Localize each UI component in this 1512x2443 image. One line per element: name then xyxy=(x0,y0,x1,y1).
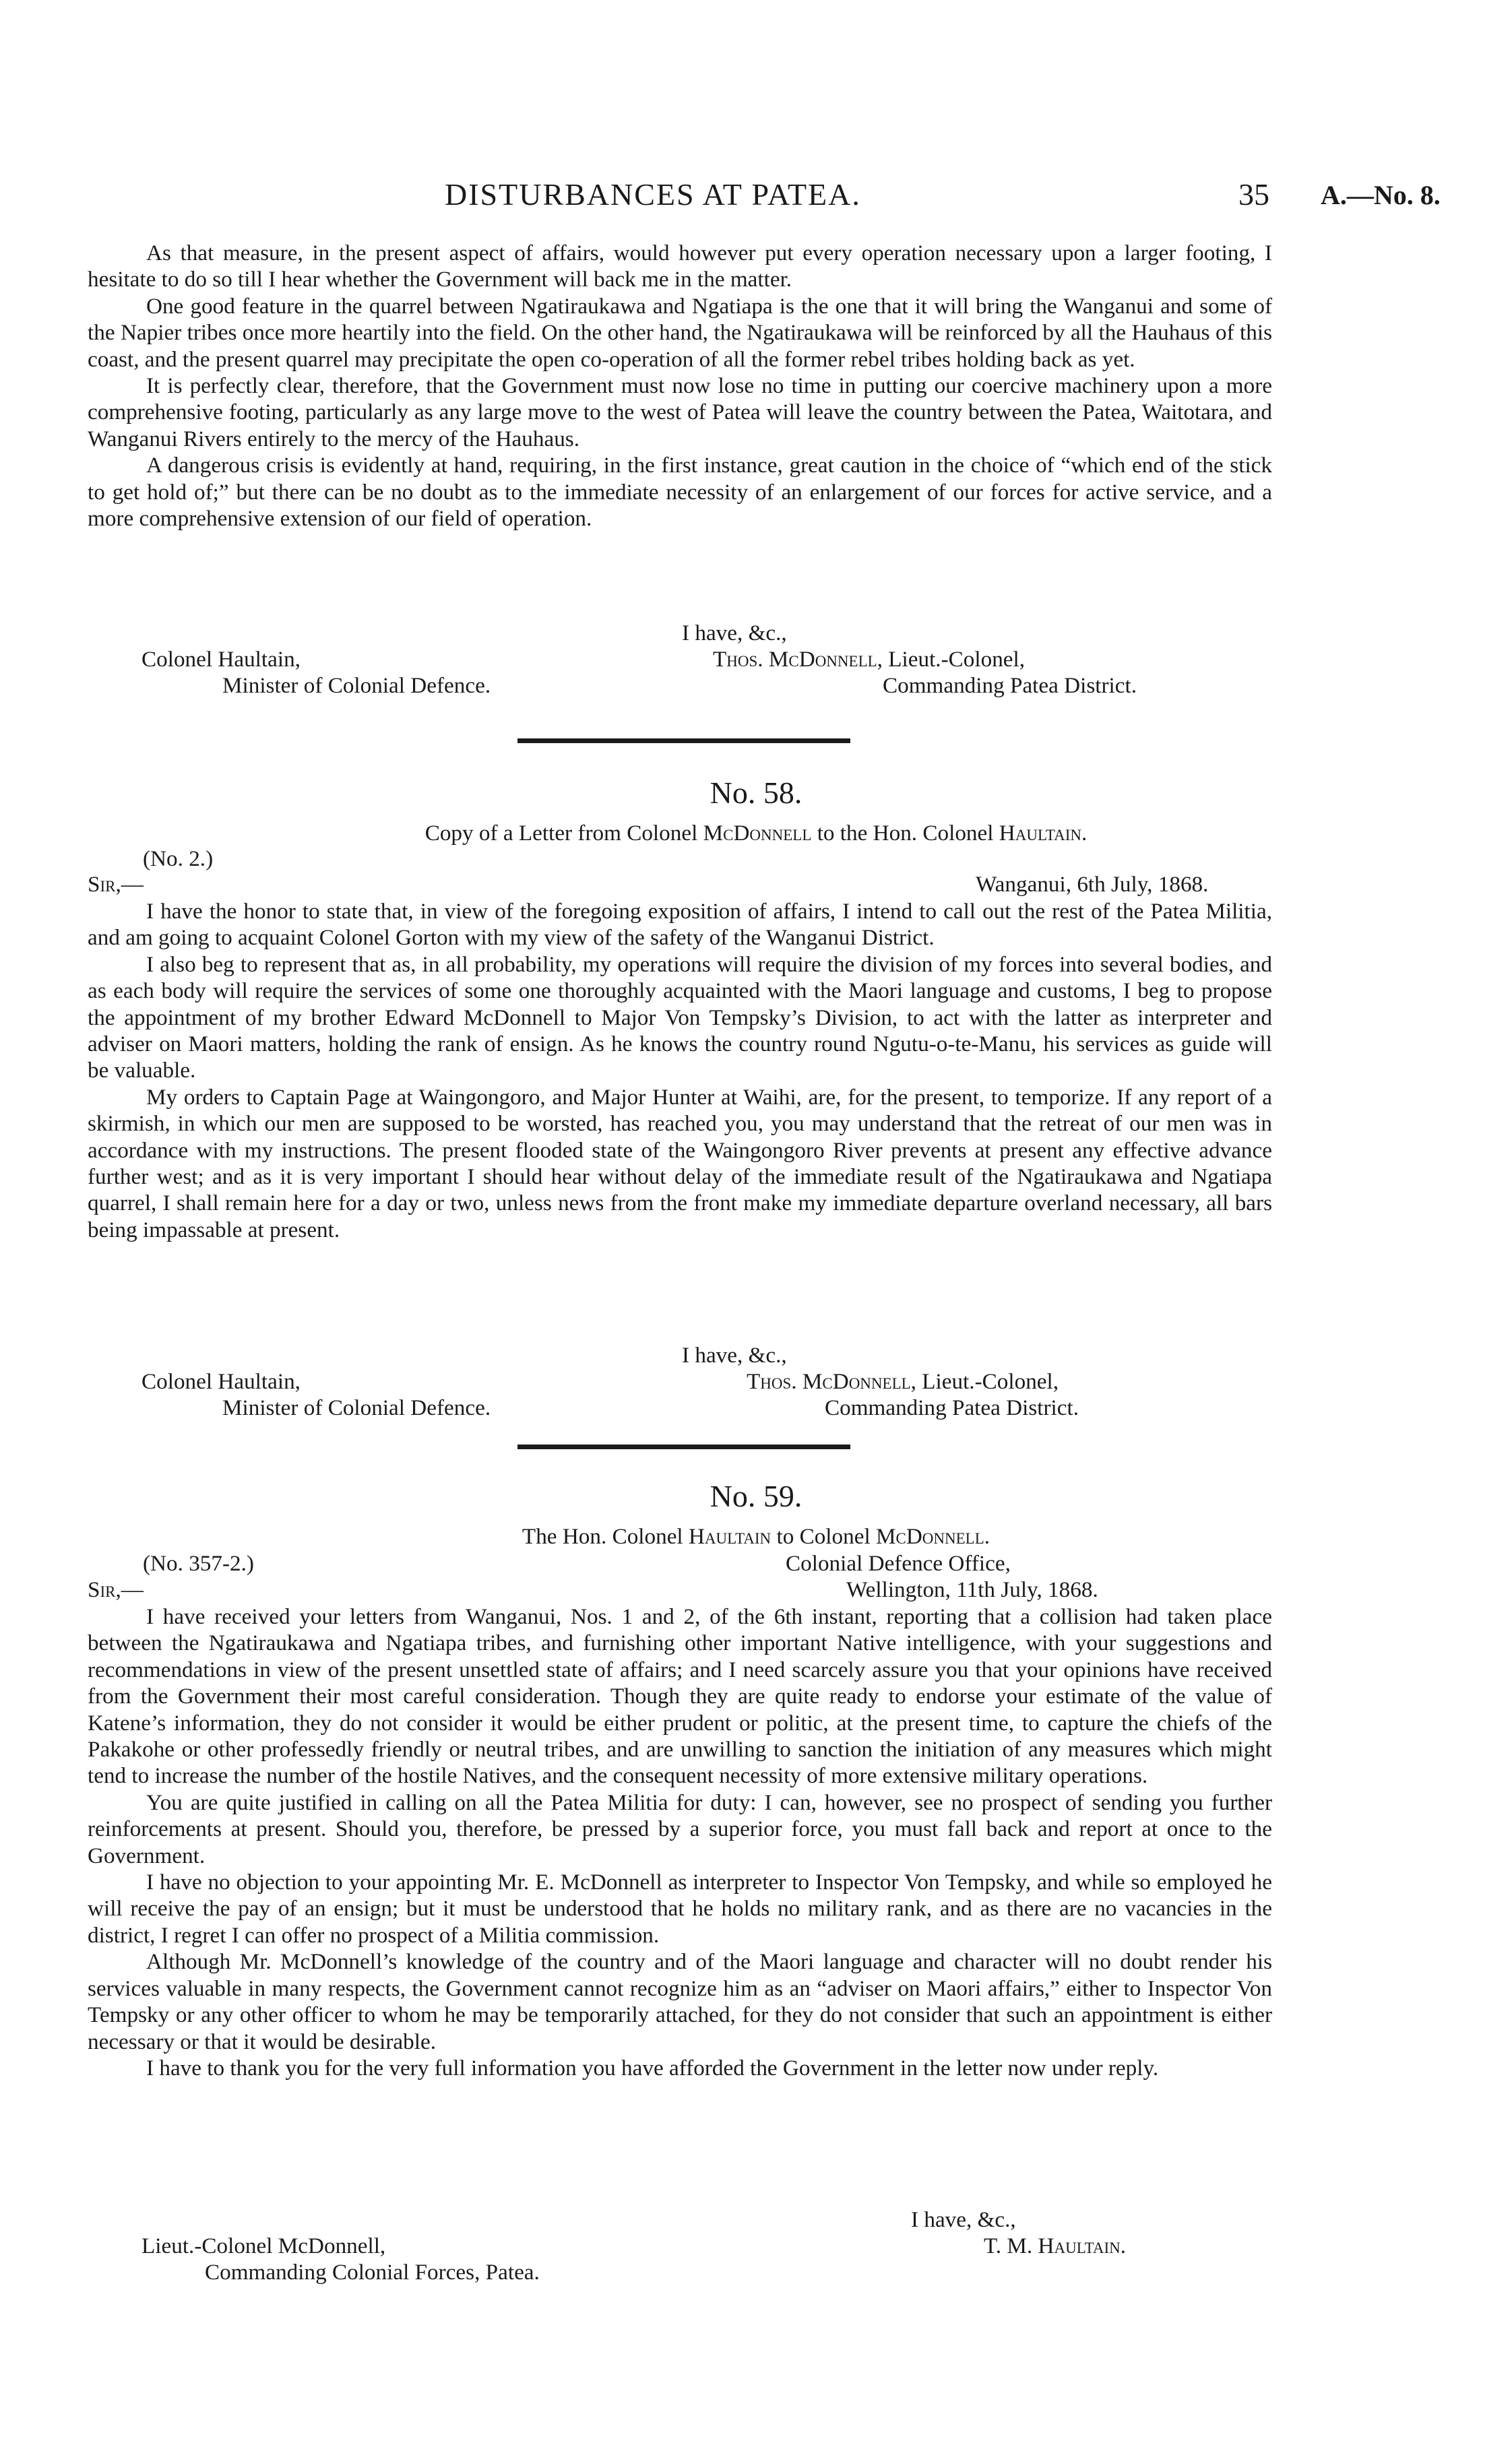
paragraph: A dangerous crisis is evidently at hand, requiring, in the first instance, great caution in the choice of “which end of the stick to get hold of;” but there can be no doubt as to the immediate necessity of an enlargement of our forces for active service, and a more comprehensive extension of our field of operation. xyxy=(88,453,1272,532)
signature-line xyxy=(747,1368,1059,1395)
section-divider xyxy=(517,1445,850,1449)
letter-heading: No. 59. xyxy=(710,1479,802,1513)
addressee-name: Colonel Haultain, xyxy=(141,1369,301,1394)
running-header xyxy=(0,177,1512,217)
salutation: Sir,— xyxy=(88,1577,144,1602)
signer-rank: Lieut.-Colonel, xyxy=(888,647,1026,672)
paragraph: I have no objection to your appointing Mr. E. McDonnell as interpreter to Inspector Von Tempsky, and while so employed he will receive the pay of an ensign; but it must be understood that he holds no military rank, and as there are no vacancies in the district, I regret I can offer no prospect of a Militia commission. xyxy=(88,1870,1272,1948)
closing: I have, &c., xyxy=(682,621,787,645)
signer-rank: Lieut.-Colonel, xyxy=(922,1369,1059,1394)
addressee-name: Colonel Haultain, xyxy=(141,647,301,672)
letter-heading: No. 58. xyxy=(710,775,802,810)
page-number: 35 xyxy=(1238,177,1269,212)
paragraph: As that measure, in the present aspect of affairs, would however put every operation necessary upon a larger footing, I hesitate to do so till I hear whether the Government will back me in the matter. xyxy=(88,241,1272,292)
signer-name: Thos. McDonnell, xyxy=(747,1369,916,1394)
document-reference: A.—No. 8. xyxy=(1321,180,1441,210)
letter-number: (No. 2.) xyxy=(143,846,214,871)
signer-name: Thos. McDonnell, xyxy=(713,647,883,672)
section-divider xyxy=(517,738,850,743)
closing: I have, &c., xyxy=(682,1343,787,1368)
letter-caption: Copy of a Letter from Colonel McDonnell to the Hon. Colonel Haultain. xyxy=(424,821,1088,846)
paragraph: I have received your letters from Wanganui, Nos. 1 and 2, of the 6th instant, reporting that a collision had taken place between the Ngatiraukawa and Ngatiapa tribes, and furnishing other important Native intelligence, with your suggestions and recommendations in view of the present unsettled state of affairs; and I need scarcely assure you that your opinions have received from the Government their most careful consideration. Though they are quite ready to endorse your estimate of the value of Katene’s information, they do not consider it would be either prudent or politic, at the present time, to capture the chiefs of the Pakakohe or other professedly friendly or neutral tribes, and are unwilling to sanction the initiation of any measures which might tend to increase the number of the hostile Natives, and the consequent necessity of more extensive military operations. xyxy=(88,1604,1272,1789)
page-title: DISTURBANCES AT PATEA. xyxy=(445,177,861,212)
closing: I have, &c., xyxy=(911,2207,1016,2232)
letter-body xyxy=(88,898,1272,1243)
signature-line xyxy=(713,646,1025,672)
addressee-title: Minister of Colonial Defence. xyxy=(222,673,491,698)
addressee-name: Lieut.-Colonel McDonnell, xyxy=(141,2233,386,2258)
continuation-body xyxy=(88,240,1272,532)
salutation: Sir,— xyxy=(88,872,144,897)
signer-title: Commanding Patea District. xyxy=(883,673,1137,698)
place-date: Wanganui, 6th July, 1868. xyxy=(976,872,1209,897)
letter-caption: The Hon. Colonel Haultain to Colonel McDonnell. xyxy=(522,1524,990,1549)
letter-number: (No. 357-2.) xyxy=(143,1551,254,1576)
paragraph: You are quite justified in calling on all the Patea Militia for duty: I can, however, see no prospect of sending you further reinforcements at present. Should you, therefore, be pressed by a superior force, you must fall back and report at once to the Government. xyxy=(88,1789,1272,1868)
paragraph: I have to thank you for the very full information you have afforded the Government in the letter now under reply. xyxy=(146,2055,1159,2081)
addressee-title: Minister of Colonial Defence. xyxy=(222,1395,491,1420)
paragraph: I also beg to represent that as, in all probability, my operations will require the division of my forces into several bodies, and as each body will require the services of some one thoroughly acquainted with the Maori language and customs, I beg to propose the appointment of my brother Edward McDonnell to Major Von Tempsky’s Division, to act with the latter as interpreter and adviser on Maori matters, holding the rank of ensign. As he knows the country round Ngutu-o-te-Manu, his services as guide will be valuable. xyxy=(88,951,1272,1083)
paragraph: One good feature in the quarrel between Ngatiraukawa and Ngatiapa is the one that it will bring the Wanganui and some of the Napier tribes once more heartily into the field. On the other hand, the Ngatiraukawa will be reinforced by all the Hauhaus of this coast, and the present quarrel may precipitate the open co-operation of all the former rebel tribes holding back as yet. xyxy=(88,293,1272,372)
addressee-title: Commanding Colonial Forces, Patea. xyxy=(205,2260,540,2285)
paragraph: I have the honor to state that, in view of the foregoing exposition of affairs, I intend to call out the rest of the Patea Militia, and am going to acquaint Colonel Gorton with my view of the safety of the Wanganui District. xyxy=(88,899,1272,951)
office-name: Colonial Defence Office, xyxy=(786,1551,1011,1576)
signer-name: T. M. Haultain. xyxy=(984,2233,1127,2258)
letter-body xyxy=(88,1604,1272,2081)
paragraph: My orders to Captain Page at Waingongoro, and Major Hunter at Waihi, are, for the present, to temporize. If any report of a skirmish, in which our men are supposed to be worsted, has reached you, you may understand that the retreat of our men was in accordance with my instructions. The present flooded state of the Waingongoro River prevents at present any effective advance further west; and as it is very important I should hear without delay of the immediate result of the Ngatiraukawa and Ngatiapa quarrel, I shall remain here for a day or two, unless news from the front make my immediate departure overland necessary, all bars being impassable at present. xyxy=(88,1084,1272,1242)
signer-title: Commanding Patea District. xyxy=(825,1395,1079,1420)
paragraph: It is perfectly clear, therefore, that the Government must now lose no time in putting our coercive machinery upon a more comprehensive footing, particularly as any large move to the west of Patea will leave the country between the Patea, Waitotara, and Wanganui Rivers entirely to the mercy of the Hauhaus. xyxy=(88,373,1272,451)
paragraph: Although Mr. McDonnell’s knowledge of the country and of the Maori language and character will no doubt render his services valuable in many respects, the Government cannot recognize him as an “adviser on Maori affairs,” either to Inspector Von Tempsky or any other officer to whom he may be temporarily attached, for they do not consider that such an appointment is either necessary or that it would be desirable. xyxy=(88,1949,1272,2054)
place-date: Wellington, 11th July, 1868. xyxy=(846,1577,1098,1602)
